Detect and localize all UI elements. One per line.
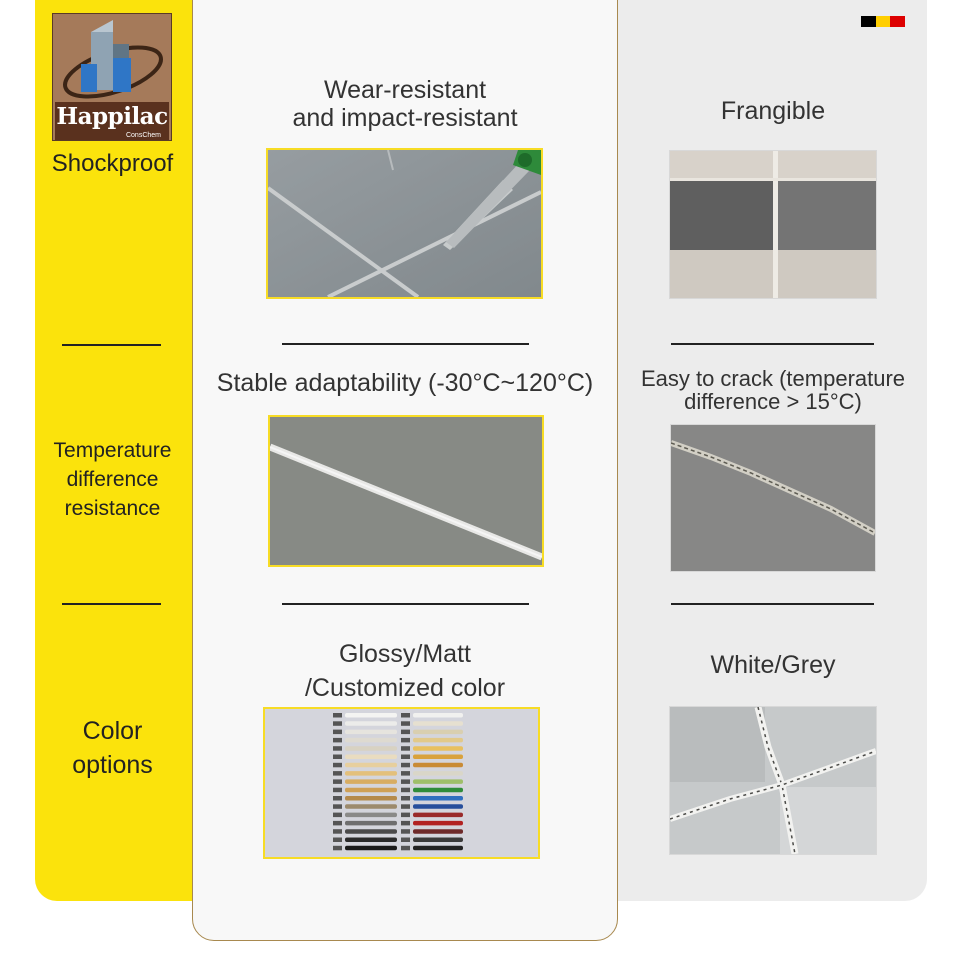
product-title-shockproof: Wear-resistant and impact-resistant <box>292 76 518 132</box>
feature-label-color: Color options <box>72 717 153 779</box>
swatch-label <box>333 730 342 735</box>
swatch-label <box>401 763 410 768</box>
swatch-label <box>401 721 410 726</box>
brand-name: Happilac <box>56 103 168 130</box>
swatch-strip <box>413 755 463 760</box>
swatch-strip <box>345 829 397 834</box>
swatch-strip <box>345 755 397 760</box>
swatch-strip <box>413 763 463 768</box>
swatch-label <box>333 788 342 793</box>
swatch-label <box>333 829 342 834</box>
swatch-label <box>401 730 410 735</box>
clean-grout-line-photo <box>268 415 544 567</box>
feature-label-temperature: Temperature difference resistance <box>53 439 172 520</box>
swatch-label <box>401 713 410 718</box>
swatch-strip <box>345 763 397 768</box>
competitor-title-shockproof: Frangible <box>720 97 826 125</box>
dirty-grout-joint-photo <box>669 706 877 855</box>
competitor-title-color: White/Grey <box>710 651 836 679</box>
swatch-label <box>401 788 410 793</box>
swatch-label <box>401 738 410 743</box>
swatch-strip <box>413 730 463 735</box>
swatch-label <box>401 821 410 826</box>
competitor-title-temperature: Easy to crack (temperature difference > 15°C) <box>640 366 906 414</box>
swatch-strip <box>413 821 463 826</box>
divider <box>282 343 529 345</box>
swatch-strip <box>345 813 397 818</box>
swatch-label <box>401 804 410 809</box>
color-swatch-chart-photo <box>263 707 540 859</box>
divider <box>62 603 161 605</box>
swatch-strip <box>413 746 463 751</box>
swatch-label <box>333 738 342 743</box>
product-title-color: Glossy/Matt /Customized color <box>304 640 506 702</box>
divider <box>671 603 874 605</box>
divider <box>671 343 874 345</box>
grout-gun-tile-photo <box>266 148 543 299</box>
swatch-label <box>333 813 342 818</box>
swatch-label <box>401 755 410 760</box>
swatch-label <box>333 763 342 768</box>
swatch-label <box>401 796 410 801</box>
swatch-label <box>333 846 342 851</box>
swatch-label <box>333 713 342 718</box>
swatch-strip <box>413 713 463 718</box>
swatch-label <box>401 779 410 784</box>
swatch-strip <box>413 771 463 776</box>
swatch-strip <box>345 796 397 801</box>
swatch-label <box>401 813 410 818</box>
germany-flag-icon <box>861 16 905 27</box>
swatch-label <box>401 846 410 851</box>
swatch-strip <box>345 730 397 735</box>
swatch-label <box>401 746 410 751</box>
swatch-label <box>333 838 342 843</box>
swatch-strip <box>345 779 397 784</box>
swatch-label <box>333 796 342 801</box>
swatch-label <box>333 721 342 726</box>
swatch-strip <box>345 788 397 793</box>
swatch-strip <box>413 788 463 793</box>
swatch-label <box>401 829 410 834</box>
swatch-strip <box>345 846 397 851</box>
swatch-strip <box>345 721 397 726</box>
swatch-strip <box>413 721 463 726</box>
swatch-strip <box>345 771 397 776</box>
swatch-strip <box>413 813 463 818</box>
cracked-grout-line-photo <box>670 424 876 572</box>
swatch-label <box>333 755 342 760</box>
divider <box>282 603 529 605</box>
broken-tile-photo <box>669 150 877 299</box>
swatch-strip <box>345 838 397 843</box>
swatch-label <box>401 838 410 843</box>
divider <box>62 344 161 346</box>
swatch-label <box>333 779 342 784</box>
swatch-strip <box>413 779 463 784</box>
brand-subtitle: ConsChem <box>125 132 161 139</box>
feature-label-shockproof: Shockproof <box>51 150 174 177</box>
swatch-strip <box>345 713 397 718</box>
product-title-temperature: Stable adaptability (-30°C~120°C) <box>216 369 594 397</box>
swatch-label <box>333 746 342 751</box>
swatch-strip <box>413 804 463 809</box>
swatch-strip <box>345 821 397 826</box>
swatch-strip <box>413 738 463 743</box>
swatch-strip <box>413 796 463 801</box>
swatch-label <box>333 821 342 826</box>
brand-logo <box>52 13 172 141</box>
swatch-strip <box>413 838 463 843</box>
swatch-label <box>401 771 410 776</box>
swatch-strip <box>345 746 397 751</box>
swatch-label <box>333 804 342 809</box>
swatch-strip <box>345 738 397 743</box>
swatch-strip <box>413 829 463 834</box>
swatch-strip <box>345 804 397 809</box>
swatch-label <box>333 771 342 776</box>
swatch-strip <box>413 846 463 851</box>
